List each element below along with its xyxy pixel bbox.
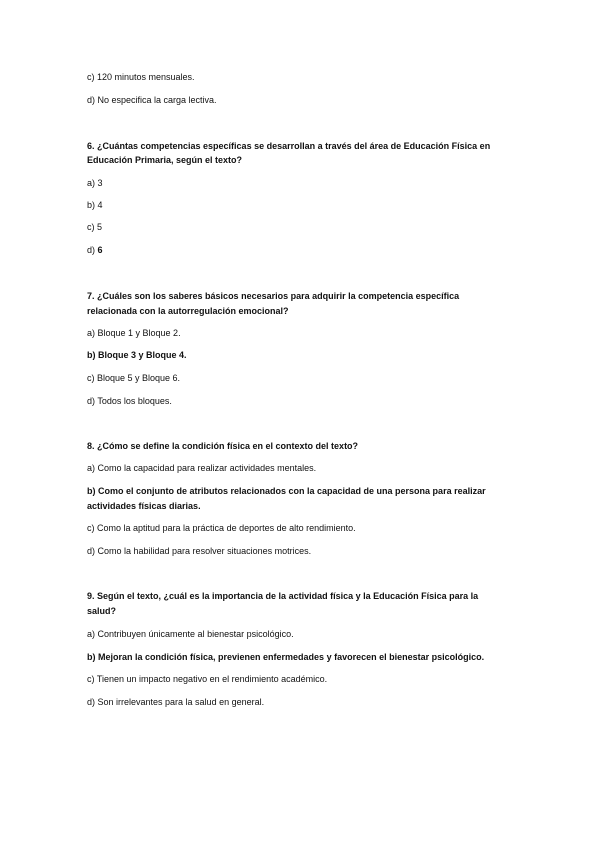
question-9-title-line2: salud? xyxy=(87,606,117,616)
question-8-option-b-line1: b) Como el conjunto de atributos relacionados con la capacidad de una persona para realizar xyxy=(87,486,486,496)
question-6-option-c: c) 5 xyxy=(87,222,103,232)
prev-question-option-d: d) No especifica la carga lectiva. xyxy=(87,95,217,105)
question-7-option-a: a) Bloque 1 y Bloque 2. xyxy=(87,328,181,338)
question-9-title-line1: 9. Según el texto, ¿cuál es la importancia de la actividad física y la Educación Física para la xyxy=(87,591,479,601)
question-8-option-a: a) Como la capacidad para realizar actividades mentales. xyxy=(87,463,317,473)
question-7-title-line1: 7. ¿Cuáles son los saberes básicos necesarios para adquirir la competencia específica xyxy=(87,291,460,301)
question-9-option-a: a) Contribuyen únicamente al bienestar psicológico. xyxy=(87,629,294,639)
question-6-option-d xyxy=(87,245,103,256)
question-8-option-c: c) Como la aptitud para la práctica de deportes de alto rendimiento. xyxy=(87,523,356,533)
question-8-option-b-line2: actividades físicas diarias. xyxy=(87,501,201,511)
question-6-title-line1: 6. ¿Cuántas competencias específicas se desarrollan a través del área de Educación Física en xyxy=(87,141,491,151)
question-9-option-b: b) Mejoran la condición física, previenen enfermedades y favorecen el bienestar psicológico. xyxy=(87,652,485,662)
question-7-option-d: d) Todos los bloques. xyxy=(87,396,172,406)
prev-question-option-c: c) 120 minutos mensuales. xyxy=(87,72,195,82)
question-7-option-b: b) Bloque 3 y Bloque 4. xyxy=(87,350,187,360)
question-6-option-a: a) 3 xyxy=(87,178,103,188)
question-9-option-c: c) Tienen un impacto negativo en el rendimiento académico. xyxy=(87,674,328,684)
question-6-option-d-value: 6 xyxy=(97,245,103,255)
question-7-option-c: c) Bloque 5 y Bloque 6. xyxy=(87,373,181,383)
question-8-title: 8. ¿Cómo se define la condición física en el contexto del texto? xyxy=(87,441,359,451)
question-6-option-b: b) 4 xyxy=(87,200,103,210)
question-6-option-d-prefix: d) xyxy=(87,245,98,255)
question-6-title-line2: Educación Primaria, según el texto? xyxy=(87,155,243,165)
question-8-option-d: d) Como la habilidad para resolver situaciones motrices. xyxy=(87,546,312,556)
question-9-option-d: d) Son irrelevantes para la salud en general. xyxy=(87,697,265,707)
question-7-title-line2: relacionada con la autorregulación emocional? xyxy=(87,306,289,316)
